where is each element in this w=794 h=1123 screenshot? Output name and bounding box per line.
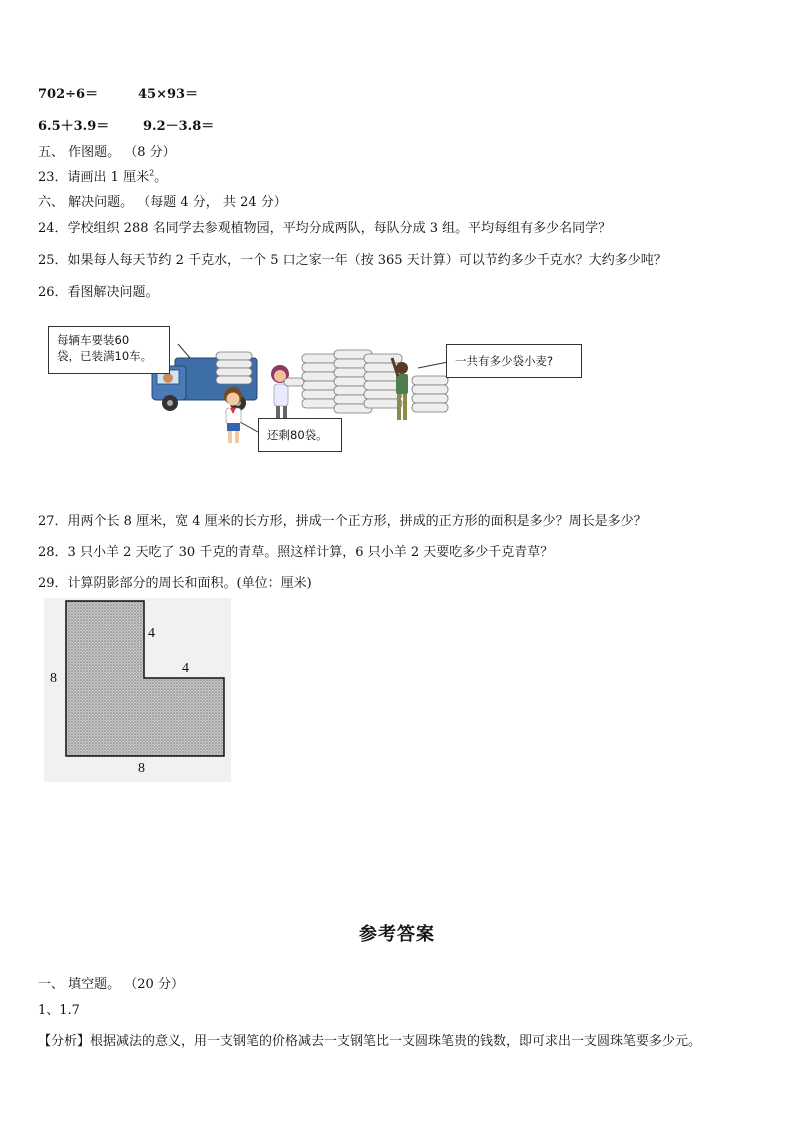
question-26: 26．看图解决问题。 [38, 285, 159, 300]
question-25: 25．如果每人每天节约 2 千克水，一个 5 口之家一年（按 365 天计算）可以节约多少千克水？大约多少吨？ [38, 253, 667, 268]
answers-section-1-title: 一、 填空题。 （20 分） [38, 977, 184, 992]
section-6-title: 六、 解决问题。 （每题 4 分， 共 24 分） [38, 195, 287, 210]
question-29: 29．计算阴影部分的周长和面积。(单位：厘米) [38, 576, 312, 591]
section-5-title: 五、 作图题。 （8 分） [38, 145, 176, 160]
l-shape-svg [44, 598, 231, 782]
label-step-width: 4 [182, 661, 189, 676]
calc-702-div-6: 702÷6＝ [38, 87, 99, 102]
bubble-truck-line2: 袋，已装满10车。 [57, 349, 153, 363]
answer-1: 1、1.7 [38, 1003, 80, 1018]
question-27: 27．用两个长 8 厘米，宽 4 厘米的长方形，拼成一个正方形，拼成的正方形的面积是多少？周长是多少？ [38, 514, 647, 529]
calc-6-5-plus-3-9: 6.5＋3.9＝ [38, 119, 110, 134]
question-24: 24．学校组织 288 名同学去参观植物园，平均分成两队，每队分成 3 组。平均每组有多少名同学？ [38, 221, 612, 236]
shaded-region [66, 601, 224, 756]
question-23-text: 23．请画出 1 厘米 [38, 170, 150, 185]
bubble-truck-line1: 每辆车要装60 [57, 333, 130, 347]
label-left-side: 8 [50, 671, 57, 686]
label-notch-height: 4 [148, 626, 155, 641]
l-shape-figure [44, 598, 231, 782]
girl-carrying-sack-icon [271, 365, 304, 418]
question-23-end: 。 [154, 170, 168, 185]
answer-1-analysis: 【分析】根据减法的意义，用一支钢笔的价格减去一支钢笔比一支圆珠笔贵的钱数，即可求出一支圆珠笔要多少元。 [38, 1034, 702, 1049]
calc-9-2-minus-3-8: 9.2－3.8＝ [143, 119, 215, 134]
question-23 [38, 166, 167, 185]
wheat-sacks-pile [302, 350, 448, 413]
question-28: 28．3 只小羊 2 天吃了 30 千克的青草。照这样计算，6 只小羊 2 天要吃多少千克青草？ [38, 545, 554, 560]
answers-title: 参考答案 [359, 924, 435, 945]
label-bottom-side: 8 [138, 761, 145, 776]
boy-icon [224, 387, 242, 443]
question-23-sup: 2 [149, 168, 155, 178]
speech-bubble-truck [48, 326, 170, 374]
calc-45-times-93: 45×93＝ [138, 87, 199, 102]
wheat-truck-illustration [40, 318, 600, 468]
speech-bubble-remaining: 还剩80袋。 [258, 418, 342, 452]
speech-bubble-question: 一共有多少袋小麦? [446, 344, 582, 378]
